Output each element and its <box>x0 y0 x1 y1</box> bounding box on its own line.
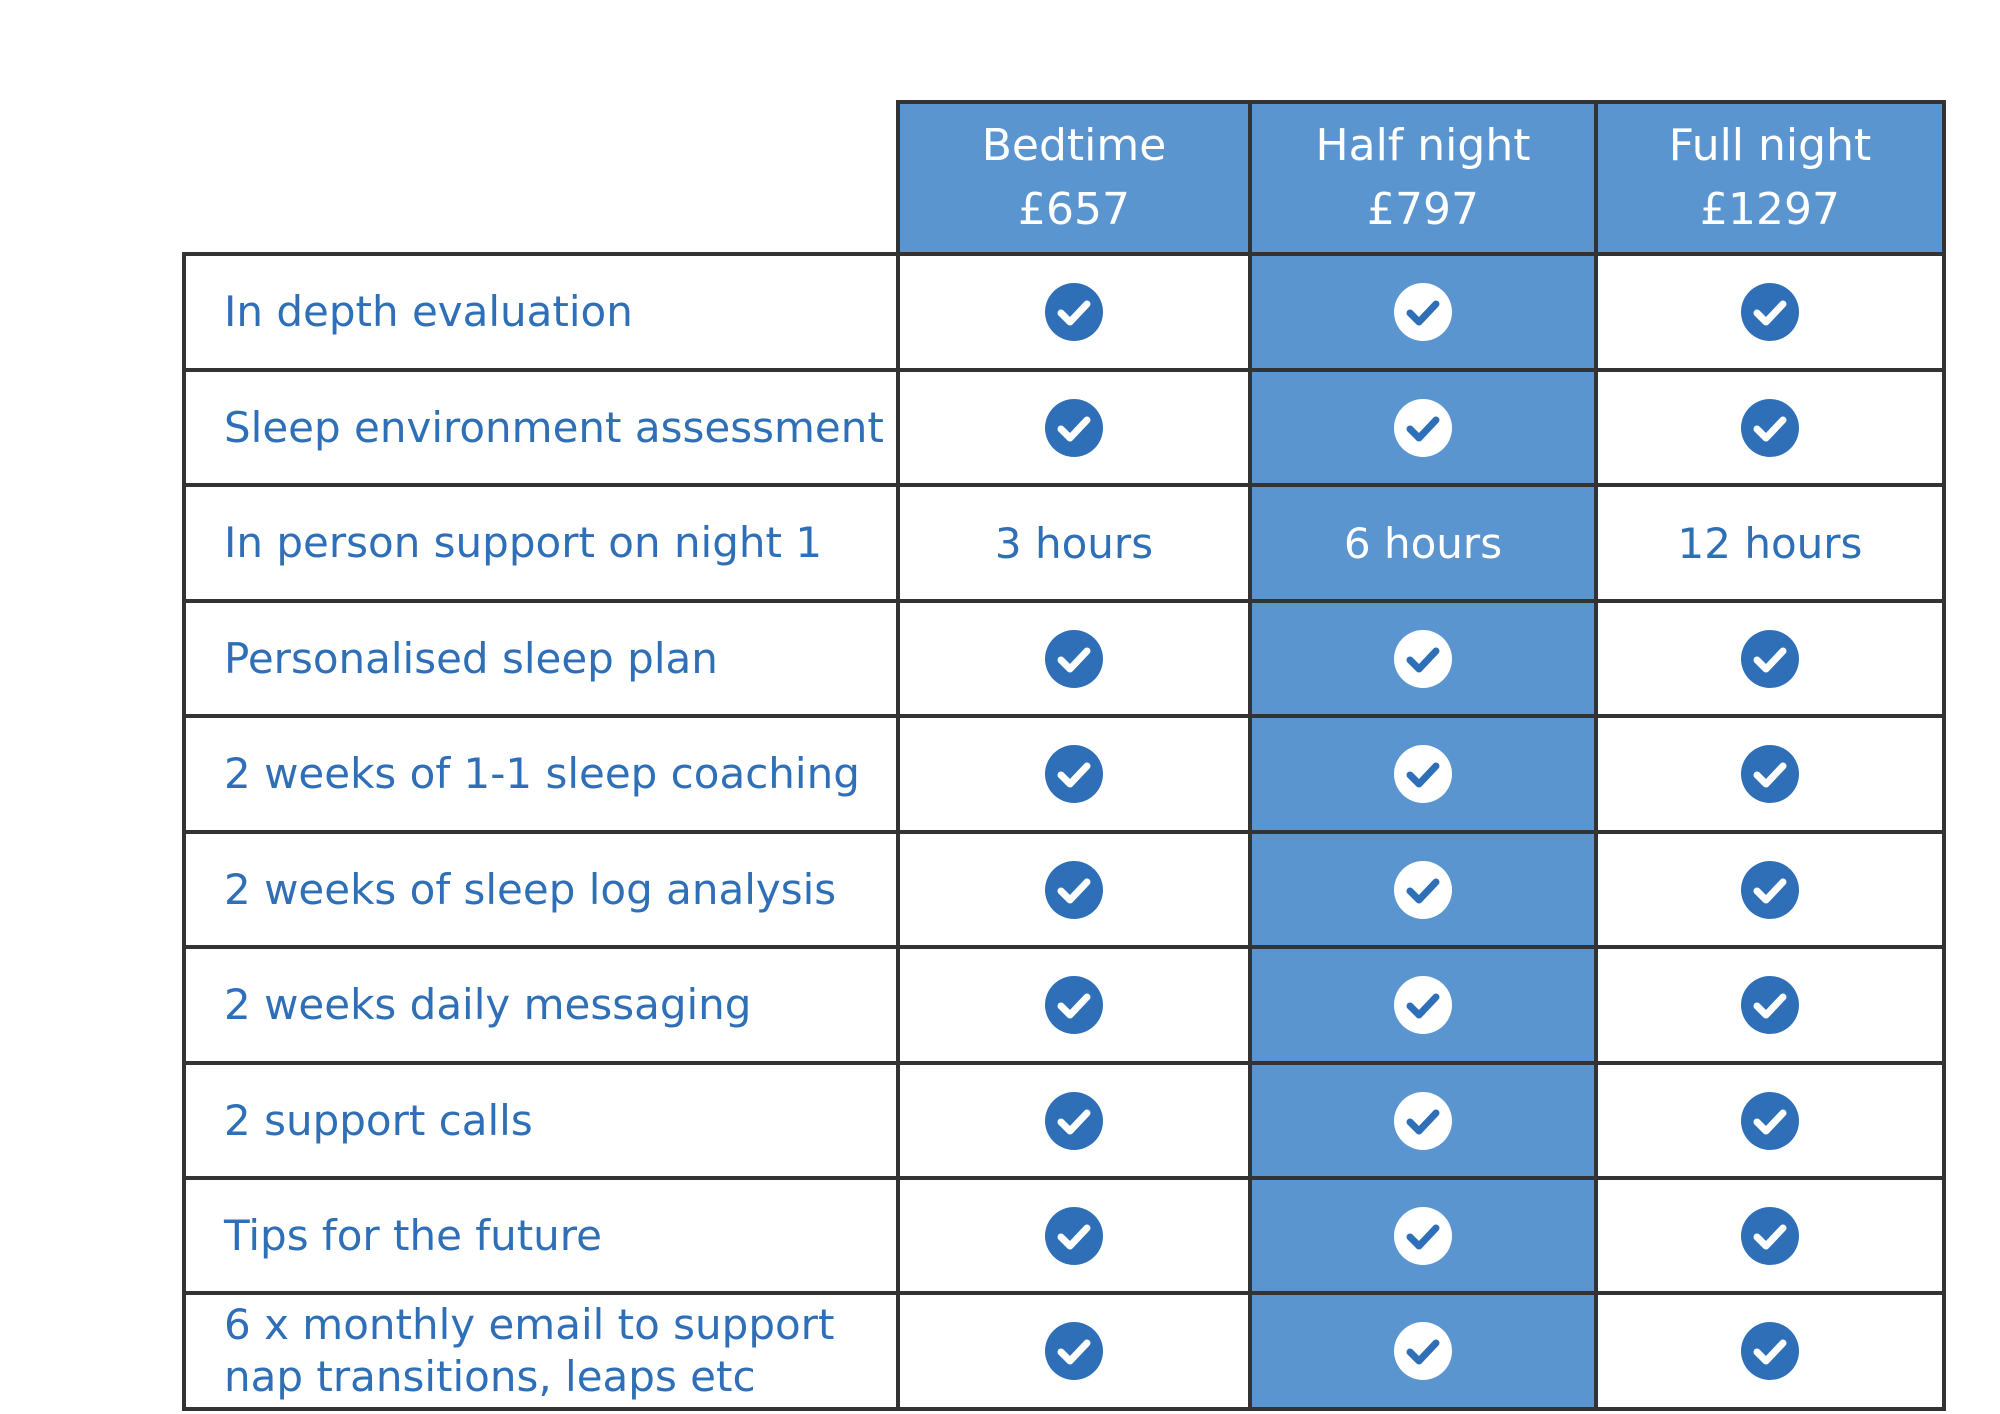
feature-row <box>184 947 1944 1063</box>
plan-header-full-night <box>1596 102 1944 254</box>
feature-label-text: Personalised sleep plan <box>224 633 718 683</box>
feature-row <box>184 1063 1944 1178</box>
included-cell <box>1596 832 1944 947</box>
check-icon <box>1044 282 1104 342</box>
plan-header-row <box>184 102 1944 254</box>
included-cell <box>1250 1063 1596 1178</box>
included-cell <box>898 370 1250 485</box>
included-cell <box>1250 370 1596 485</box>
feature-label-text: Sleep environment assessment <box>224 402 884 452</box>
plan-name: Half night <box>1315 120 1531 171</box>
included-cell <box>898 1063 1250 1178</box>
check-icon <box>1393 975 1453 1035</box>
feature-row <box>184 370 1944 485</box>
feature-label <box>184 947 898 1063</box>
feature-label <box>184 1293 898 1409</box>
included-cell <box>1250 947 1596 1063</box>
check-icon <box>1393 398 1453 458</box>
check-icon <box>1740 1091 1800 1151</box>
included-cell <box>1596 1063 1944 1178</box>
feature-label-line: nap transitions, leaps etc <box>224 1352 756 1401</box>
support-hours-value: 6 hours <box>1343 518 1503 568</box>
feature-row <box>184 1178 1944 1293</box>
feature-row <box>184 716 1944 832</box>
included-cell <box>1596 947 1944 1063</box>
check-icon <box>1393 1321 1453 1381</box>
check-icon <box>1740 744 1800 804</box>
check-icon <box>1044 398 1104 458</box>
check-icon <box>1740 1321 1800 1381</box>
check-icon <box>1044 1091 1104 1151</box>
support-hours-cell <box>1250 485 1596 601</box>
check-icon <box>1044 629 1104 689</box>
included-cell <box>1250 1178 1596 1293</box>
included-cell <box>1596 601 1944 716</box>
feature-row <box>184 485 1944 601</box>
check-icon <box>1740 398 1800 458</box>
check-icon <box>1393 744 1453 804</box>
feature-row <box>184 832 1944 947</box>
feature-label-text: 2 weeks of sleep log analysis <box>224 864 837 914</box>
feature-label-text: In person support on night 1 <box>224 518 823 567</box>
support-hours-value: 12 hours <box>1677 518 1863 568</box>
support-hours-cell <box>898 485 1250 601</box>
support-hours-cell <box>1596 485 1944 601</box>
feature-label-text: 2 weeks of 1-1 sleep coaching <box>224 749 860 798</box>
feature-row <box>184 1293 1944 1409</box>
included-cell <box>898 832 1250 947</box>
included-cell <box>898 947 1250 1063</box>
check-icon <box>1740 975 1800 1035</box>
included-cell <box>1596 370 1944 485</box>
check-icon <box>1740 282 1800 342</box>
included-cell <box>898 254 1250 370</box>
included-cell <box>1596 254 1944 370</box>
included-cell <box>1250 832 1596 947</box>
included-cell <box>1596 716 1944 832</box>
check-icon <box>1393 629 1453 689</box>
feature-rows <box>184 254 1944 1409</box>
header-blank-cell <box>184 102 898 254</box>
plan-header-bedtime <box>898 102 1250 254</box>
plan-price: £1297 <box>1700 184 1840 235</box>
plan-price: £657 <box>1018 184 1130 235</box>
plan-name: Bedtime <box>981 120 1167 171</box>
check-icon <box>1393 860 1453 920</box>
included-cell <box>898 601 1250 716</box>
feature-label-line: 6 x monthly email to support <box>224 1300 835 1349</box>
included-cell <box>1596 1293 1944 1409</box>
check-icon <box>1393 1091 1453 1151</box>
support-hours-value: 3 hours <box>994 518 1154 568</box>
check-icon <box>1044 1321 1104 1381</box>
included-cell <box>1250 254 1596 370</box>
plan-price: £797 <box>1367 184 1479 235</box>
feature-label <box>184 254 898 370</box>
plan-name: Full night <box>1668 120 1872 171</box>
check-icon <box>1740 1206 1800 1266</box>
feature-label <box>184 1063 898 1178</box>
included-cell <box>1250 716 1596 832</box>
feature-label-text: In depth evaluation <box>224 287 633 336</box>
check-icon <box>1740 629 1800 689</box>
included-cell <box>898 1293 1250 1409</box>
check-icon <box>1044 860 1104 920</box>
feature-label <box>184 370 898 485</box>
feature-label <box>184 1178 898 1293</box>
check-icon <box>1393 282 1453 342</box>
feature-label <box>184 832 898 947</box>
feature-label <box>184 601 898 716</box>
check-icon <box>1044 1206 1104 1266</box>
feature-label-text: 2 support calls <box>224 1095 533 1145</box>
included-cell <box>898 1178 1250 1293</box>
feature-label-text: 2 weeks daily messaging <box>224 980 752 1029</box>
check-icon <box>1044 744 1104 804</box>
check-icon <box>1393 1206 1453 1266</box>
plan-header-half-night <box>1250 102 1596 254</box>
included-cell <box>1250 601 1596 716</box>
pricing-comparison-table <box>182 100 1946 1411</box>
check-icon <box>1740 860 1800 920</box>
feature-row <box>184 601 1944 716</box>
feature-label <box>184 485 898 601</box>
feature-label <box>184 716 898 832</box>
included-cell <box>1250 1293 1596 1409</box>
included-cell <box>1596 1178 1944 1293</box>
feature-label-text: Tips for the future <box>224 1210 602 1260</box>
check-icon <box>1044 975 1104 1035</box>
included-cell <box>898 716 1250 832</box>
feature-row <box>184 254 1944 370</box>
